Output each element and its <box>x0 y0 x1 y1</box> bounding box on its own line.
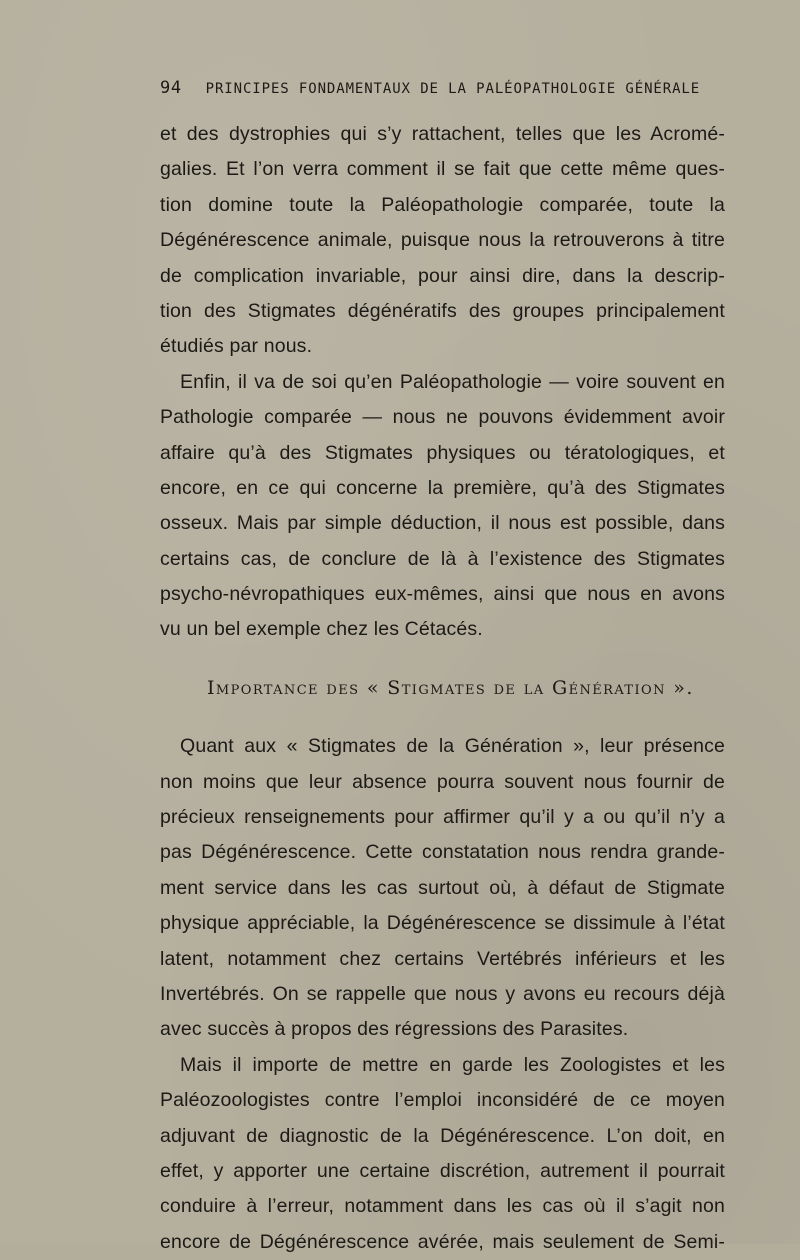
section-heading: Importance des « Stigmates de la Génération ». <box>207 676 694 699</box>
text-line: non moins que leur absence pourra souvent nous fournir de <box>160 770 725 793</box>
text-line: Mais il importe de mettre en garde les Zoologistes et les <box>180 1053 725 1076</box>
body-text <box>160 117 725 1260</box>
text-line: Paléozoologistes contre l’emploi inconsidéré de ce moyen <box>160 1089 725 1112</box>
text-line: pas Dégénérescence. Cette constatation nous rendra grande- <box>160 841 725 864</box>
page-number: 94 <box>160 78 182 98</box>
text-line: vu un bel exemple chez les Cétacés. <box>160 618 483 641</box>
text-line: précieux renseignements pour affirmer qu’il y a ou qu’il n’y a <box>160 806 725 829</box>
paragraph <box>160 117 725 365</box>
text-line: Enfin, il va de soi qu’en Paléopathologie — voire souvent en <box>180 370 725 393</box>
text-line: conduire à l’erreur, notamment dans les cas où il s’agit non <box>160 1195 725 1218</box>
text-line: adjuvant de diagnostic de la Dégénérescence. L’on doit, en <box>160 1124 725 1147</box>
text-line: certains cas, de conclure de là à l’existence des Stigmates <box>160 547 725 570</box>
running-head <box>160 78 720 98</box>
text-line: Pathologie comparée — nous ne pouvons évidemment avoir <box>160 406 725 429</box>
text-line: affaire qu’à des Stigmates physiques ou tératologiques, et <box>160 441 725 464</box>
text-line: Invertébrés. On se rappelle que nous y avons eu recours déjà <box>160 982 725 1005</box>
text-line: physique appréciable, la Dégénérescence se dissimule à l’état <box>160 912 725 935</box>
text-line: tion des Stigmates dégénératifs des groupes principalement <box>160 299 725 322</box>
text-line: avec succès à propos des régressions des Parasites. <box>160 1018 629 1041</box>
text-line: encore de Dégénérescence avérée, mais seulement de Semi- <box>160 1230 725 1253</box>
paragraph <box>160 729 725 1048</box>
text-line: effet, y apporter une certaine discrétion, autrement il pourrait <box>160 1159 725 1182</box>
text-line: tion domine toute la Paléopathologie comparée, toute la <box>160 193 725 216</box>
text-line: Quant aux « Stigmates de la Génération », leur présence <box>180 735 725 758</box>
text-line: étudiés par nous. <box>160 335 313 358</box>
text-line: latent, notamment chez certains Vertébrés inférieurs et les <box>160 947 725 970</box>
text-line: et des dystrophies qui s’y rattachent, telles que les Acromé- <box>160 123 725 145</box>
running-title: PRINCIPES FONDAMENTAUX DE LA PALÉOPATHOLOGIE GÉNÉRALE <box>205 81 701 97</box>
text-line: de complication invariable, pour ainsi dire, dans la descrip- <box>160 264 725 287</box>
text-line: encore, en ce qui concerne la première, qu’à des Stigmates <box>160 476 725 499</box>
text-line: Dégénérescence animale, puisque nous la retrouverons à titre <box>160 229 725 252</box>
text-line: ment service dans les cas surtout où, à défaut de Stigmate <box>160 876 725 899</box>
text-line: psycho-névropathiques eux-mêmes, ainsi que nous en avons <box>160 583 725 606</box>
text-line: osseux. Mais par simple déduction, il nous est possible, dans <box>160 512 725 535</box>
text-line: galies. Et l’on verra comment il se fait que cette même ques- <box>160 158 725 181</box>
paragraph <box>160 1048 725 1260</box>
paragraph <box>160 365 725 648</box>
